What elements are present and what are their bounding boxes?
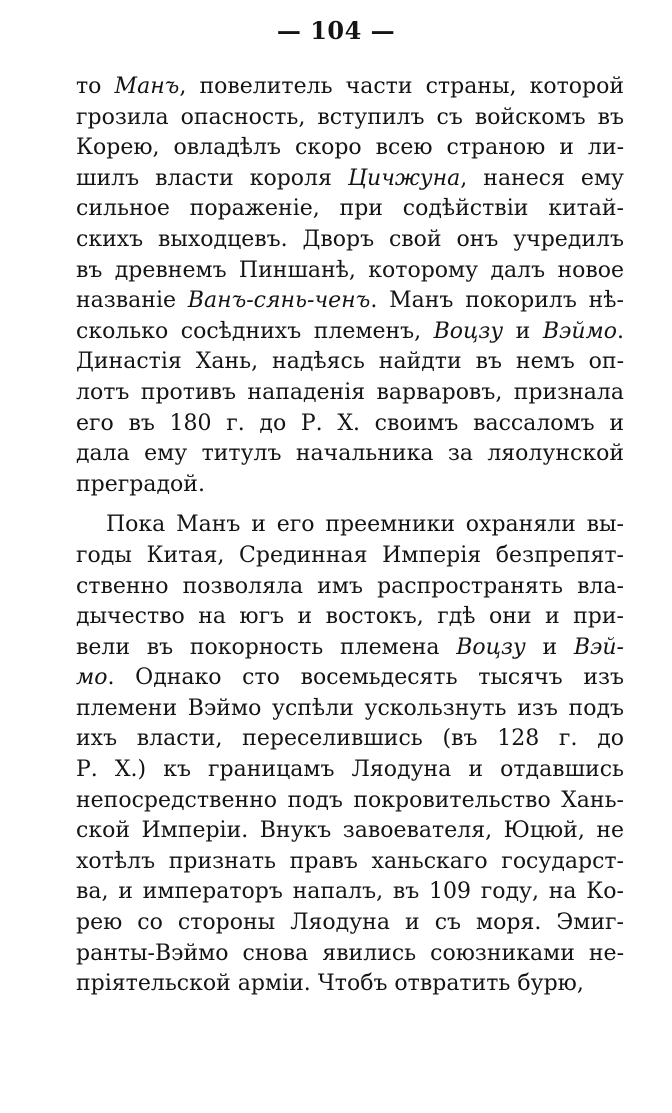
text-run: , повелитель части страны, которой — [179, 74, 624, 99]
text-run: грозила опасность, вступилъ съ войскомъ въ — [76, 104, 624, 130]
text-line — [76, 877, 624, 908]
text-run: племени Вэймо успѣли ускользнуть изъ подъ — [76, 695, 624, 721]
italic-term: Воцзу — [456, 634, 526, 660]
italic-term: Ванъ-сянь-ченъ — [187, 288, 371, 314]
italic-term: Воцзу — [433, 318, 504, 344]
text-line — [76, 439, 624, 470]
text-run: его въ 180 г. до Р. Х. своимъ вассаломъ и — [76, 410, 624, 436]
text-run: Династія Хань, надѣясь найдти въ немъ оп- — [76, 349, 624, 375]
text-run: то — [76, 74, 115, 99]
text-run: . Однако сто восемьдесять тысячъ изъ — [107, 665, 624, 691]
text-line — [76, 510, 624, 541]
text-line — [76, 663, 624, 694]
text-run: преградой. — [76, 471, 205, 497]
text-line — [76, 470, 624, 501]
text-run: и — [525, 634, 574, 660]
text-line — [76, 347, 624, 378]
text-line — [76, 378, 624, 409]
text-run: шилъ власти короля — [76, 165, 348, 191]
text-line — [76, 286, 624, 317]
text-run: Р. Х.) къ границамъ Ляодуна и отдавшись — [76, 757, 624, 783]
italic-term: мо — [76, 665, 108, 691]
italic-term: Вэймо — [542, 318, 617, 344]
text-line — [76, 572, 624, 603]
text-line — [76, 133, 624, 164]
text-run: ва, и императоръ напалъ, въ 109 году, на Ко- — [76, 879, 624, 905]
text-run: дычество на югъ и востокъ, гдѣ они и при- — [76, 604, 624, 630]
text-run: , нанеся ему — [460, 165, 624, 191]
text-line — [76, 317, 624, 348]
italic-term: Цичжуна — [347, 165, 461, 191]
text-line — [76, 694, 624, 725]
text-run: въ древнемъ Пиншанѣ, которому далъ новое — [76, 257, 624, 283]
text-line — [76, 103, 624, 134]
text-line — [76, 256, 624, 287]
text-run: ственно позволяла имъ распространять вла- — [76, 573, 624, 599]
text-run: лотъ противъ нападенія варваровъ, признала — [76, 379, 624, 405]
italic-term: Вэй- — [573, 634, 624, 660]
text-run: названіе — [76, 288, 188, 314]
text-run: ранты-Вэймо снова явились союзниками не- — [76, 940, 624, 966]
text-run: вели въ покорность племена — [76, 634, 457, 660]
body-text — [76, 72, 624, 1000]
text-run: дала ему титулъ начальника за ляолунской — [76, 441, 624, 467]
text-run: Корею, овладѣлъ скоро всею страною и ли- — [76, 135, 624, 161]
text-line — [76, 225, 624, 256]
text-line — [76, 755, 624, 786]
text-run: Пока Манъ и его преемники охраняли вы- — [106, 512, 624, 538]
text-line — [76, 164, 624, 195]
text-line — [76, 816, 624, 847]
text-run: . — [617, 318, 624, 344]
text-line — [76, 541, 624, 572]
text-line — [76, 409, 624, 440]
text-run: . Манъ покорилъ нѣ- — [370, 288, 624, 314]
text-run: пріятельской арміи. Чтобъ отвратить бурю, — [76, 971, 584, 997]
text-run: годы Китая, Срединная Имперія безпрепят- — [76, 542, 624, 568]
text-run: непосредственно подъ покровительство Хань- — [76, 787, 624, 813]
text-line — [76, 633, 624, 664]
text-line — [76, 72, 624, 103]
text-run: рею со стороны Ляодуна и съ моря. Эмиг- — [76, 910, 624, 936]
text-run: скихъ выходцевъ. Дворъ свой онъ учредилъ — [76, 226, 624, 252]
text-run: сильное пораженіе, при содѣйствіи китай- — [76, 196, 624, 222]
page-number: — 104 — — [276, 16, 396, 45]
text-run: ской Имперіи. Внукъ завоевателя, Юцюй, не — [76, 818, 624, 844]
text-run: ихъ власти, переселившись (въ 128 г. до — [76, 726, 624, 752]
text-line — [76, 786, 624, 817]
text-line — [76, 602, 624, 633]
text-run: и — [503, 318, 543, 344]
text-run: сколько сосѣднихъ племенъ, — [76, 318, 434, 344]
text-line — [76, 847, 624, 878]
text-line — [76, 969, 624, 1000]
text-line — [76, 939, 624, 970]
text-line — [76, 908, 624, 939]
italic-term: Манъ — [114, 74, 180, 99]
text-run: хотѣлъ признать правъ ханьскаго государст- — [76, 848, 624, 874]
text-line — [76, 724, 624, 755]
text-line — [76, 194, 624, 225]
paragraph-gap — [76, 500, 624, 510]
